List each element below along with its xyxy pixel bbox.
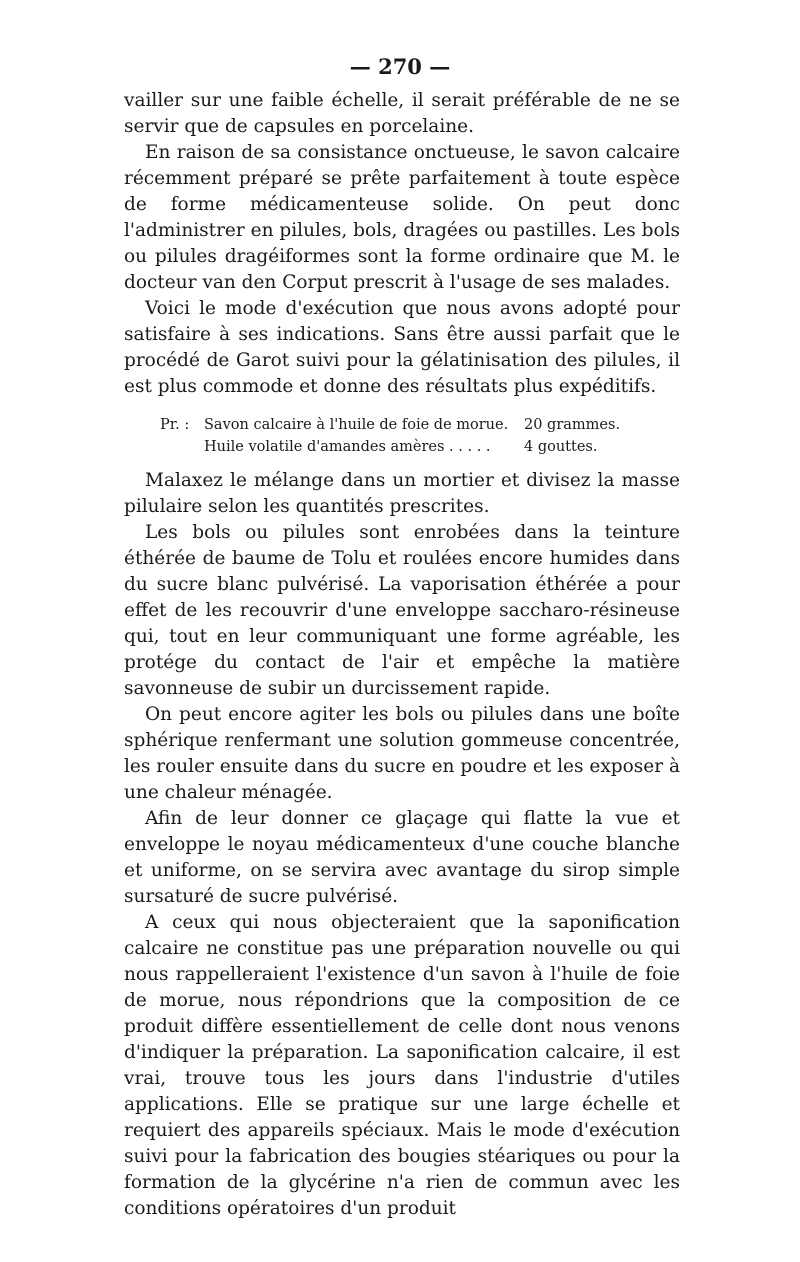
recipe-ingredient: Huile volatile d'amandes amères . . . . . bbox=[204, 439, 491, 455]
paragraph: Voici le mode d'exécution que nous avons adopté pour satisfaire à ses indications. Sans être aussi parfait que le procédé de Garot suivi pour la gélatinisation des pilules, il est plus commode et donne des résultats plus expéditifs. bbox=[124, 298, 680, 397]
paragraph: En raison de sa consistance onctueuse, le savon calcaire récemment préparé se prête parfaitement à toute espèce de forme médicamenteuse solide. On peut donc l'administrer en pilules, bols, dragées ou pastilles. Les bols ou pilules dragéiformes sont la forme ordinaire que M. le docteur van den Corput prescrit à l'usage de ses malades. bbox=[124, 142, 680, 293]
paragraph: Afin de leur donner ce glaçage qui flatte la vue et enveloppe le noyau médicamenteux d'une couche blanche et uniforme, on se servira avec avantage du sirop simple sursaturé de sucre pulvérisé. bbox=[124, 808, 680, 907]
paragraph: Malaxez le mélange dans un mortier et divisez la masse pilulaire selon les quantités prescrites. bbox=[124, 470, 680, 517]
recipe-ingredient: Savon calcaire à l'huile de foie de morue. bbox=[204, 417, 509, 433]
body-text bbox=[124, 88, 680, 1222]
recipe-formula bbox=[160, 414, 680, 458]
recipe-quantity: 4 gouttes. bbox=[524, 439, 598, 455]
paragraph: On peut encore agiter les bols ou pilules dans une boîte sphérique renfermant une solution gommeuse concentrée, les rouler ensuite dans du sucre en poudre et les exposer à une chaleur ménagée. bbox=[124, 704, 680, 803]
page-number: — 270 — bbox=[349, 54, 451, 79]
paragraph: A ceux qui nous objecteraient que la saponification calcaire ne constitue pas une préparation nouvelle ou qui nous rappelleraient l'existence d'un savon à l'huile de foie de morue, nous répondrions que la composition de ce produit diffère essentiellement de celle dont nous venons d'indiquer la préparation. La saponification calcaire, il est vrai, trouve tous les jours dans l'industrie d'utiles applications. Elle se pratique sur une large échelle et requiert des appareils spéciaux. Mais le mode d'exécution suivi pour la fabrication des bougies stéariques ou pour la formation de la glycérine n'a rien de commun avec les conditions opératoires d'un produit bbox=[124, 912, 680, 1219]
paragraph-continued: vailler sur une faible échelle, il serait préférable de ne se servir que de capsules en porcelaine. bbox=[124, 90, 680, 137]
recipe-row bbox=[160, 436, 680, 458]
paragraph: Les bols ou pilules sont enrobées dans la teinture éthérée de baume de Tolu et roulées encore humides dans du sucre blanc pulvérisé. La vaporisation éthérée a pour effet de les recouvrir d'une enveloppe saccharo-résineuse qui, tout en leur communiquant une forme agréable, les protége du contact de l'air et empêche la matière savonneuse de subir un durcissement rapide. bbox=[124, 522, 680, 699]
recipe-prefix: Pr. : bbox=[160, 417, 190, 433]
recipe-quantity: 20 grammes. bbox=[524, 417, 621, 433]
recipe-row bbox=[160, 414, 680, 436]
